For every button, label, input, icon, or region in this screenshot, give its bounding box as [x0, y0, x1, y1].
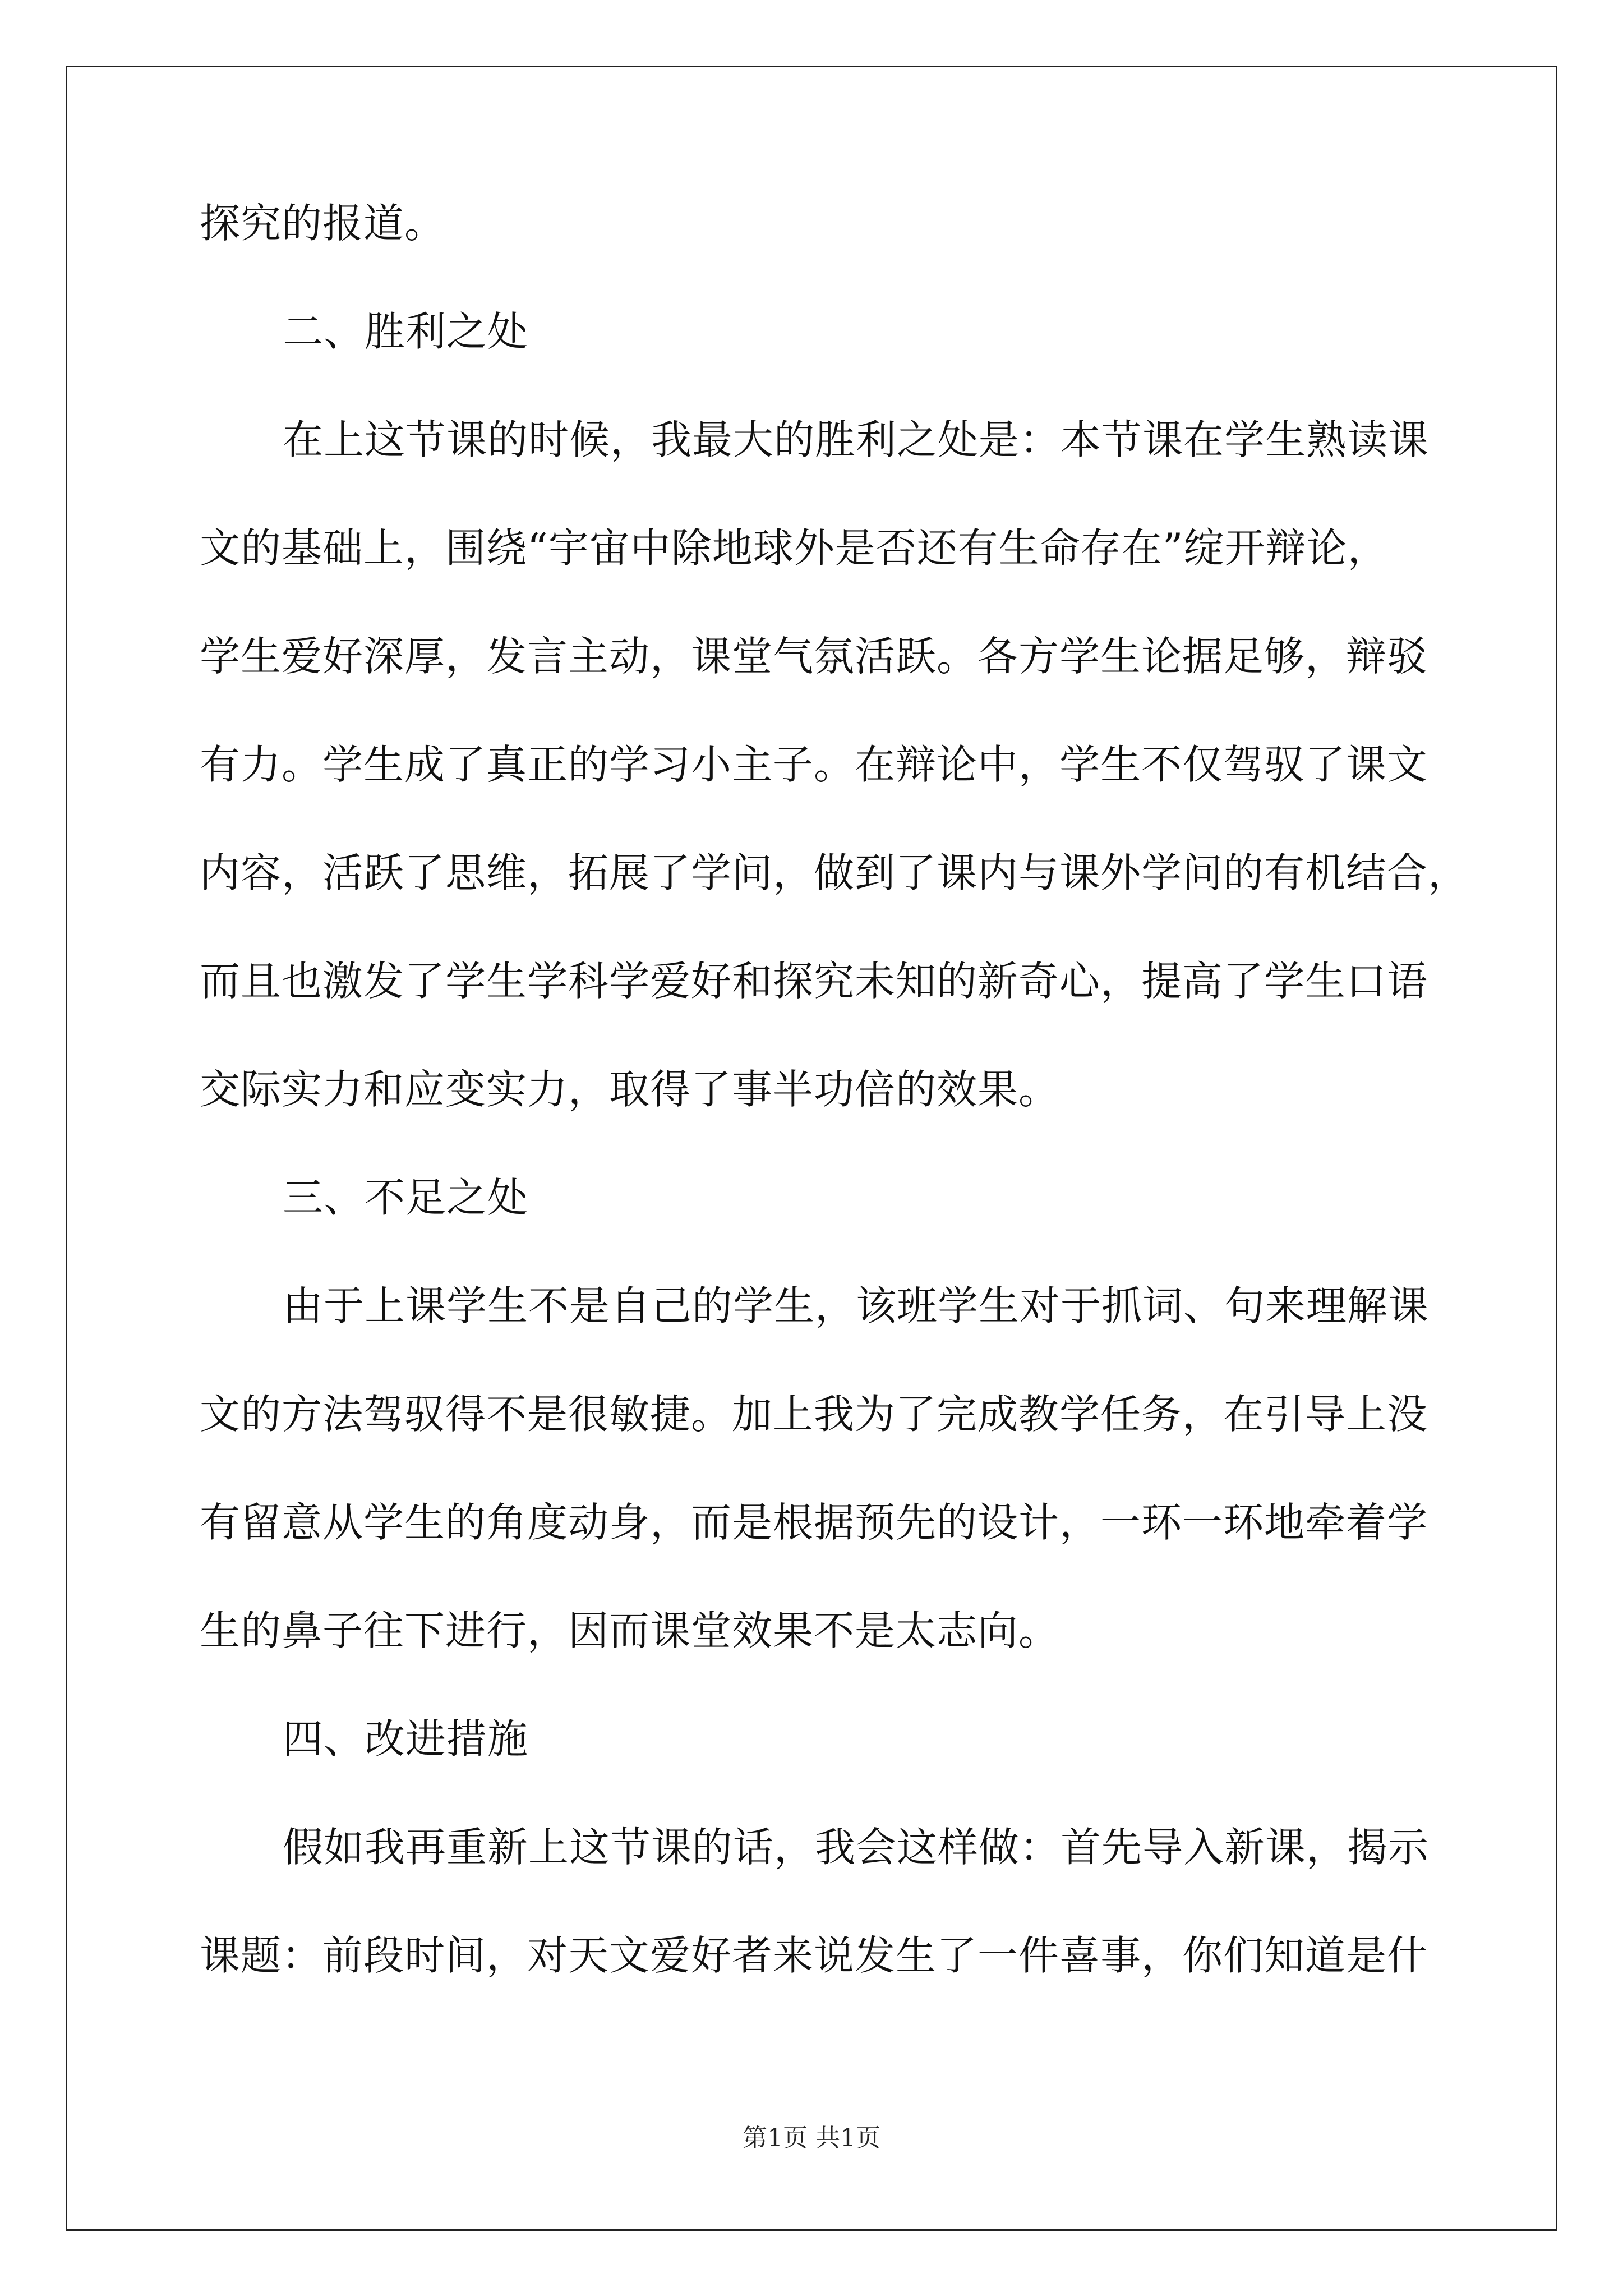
- page-number-footer: 第1页 共1页: [743, 2124, 880, 2152]
- paragraph-line: 文的基础上，围绕“宇宙中除地球外是否还有生命存在”绽开辩论，: [200, 524, 1389, 572]
- section-heading-shortcomings: 三、不足之处: [283, 1174, 529, 1221]
- paragraph-line: 学生爱好深厚，发言主动，课堂气氛活跃。各方学生论据足够，辩驳: [200, 633, 1428, 680]
- page-border: [66, 66, 1557, 2231]
- paragraph-line: 生的鼻子往下进行，因而课堂效果不是太志向。: [200, 1607, 1060, 1654]
- paragraph-line: 有留意从学生的角度动身，而是根据预先的设计，一环一环地牵着学: [200, 1499, 1428, 1546]
- paragraph-line: 文的方法驾驭得不是很敏捷。加上我为了完成教学任务，在引导上没: [200, 1391, 1428, 1438]
- paragraph-line: 在上这节课的时候，我最大的胜利之处是：本节课在学生熟读课: [283, 416, 1430, 463]
- section-heading-improvements: 四、改进措施: [283, 1715, 529, 1763]
- paragraph-line-continuation: 探究的报道。: [200, 200, 446, 247]
- paragraph-line: 由于上课学生不是自己的学生，该班学生对于抓词、句来理解课: [283, 1282, 1430, 1329]
- section-heading-success: 二、胜利之处: [283, 308, 529, 355]
- paragraph-line: 课题：前段时间，对天文爱好者来说发生了一件喜事，你们知道是什: [200, 1932, 1428, 1979]
- paragraph-line: 内容，活跃了思维，拓展了学问，做到了课内与课外学问的有机结合，: [200, 849, 1469, 896]
- paragraph-line: 有力。学生成了真正的学习小主子。在辩论中，学生不仅驾驭了课文: [200, 741, 1428, 788]
- paragraph-line: 而且也激发了学生学科学爱好和探究未知的新奇心，提高了学生口语: [200, 958, 1428, 1005]
- paragraph-line: 交际实力和应变实力，取得了事半功倍的效果。: [200, 1066, 1060, 1113]
- paragraph-line: 假如我再重新上这节课的话，我会这样做：首先导入新课，揭示: [283, 1824, 1430, 1871]
